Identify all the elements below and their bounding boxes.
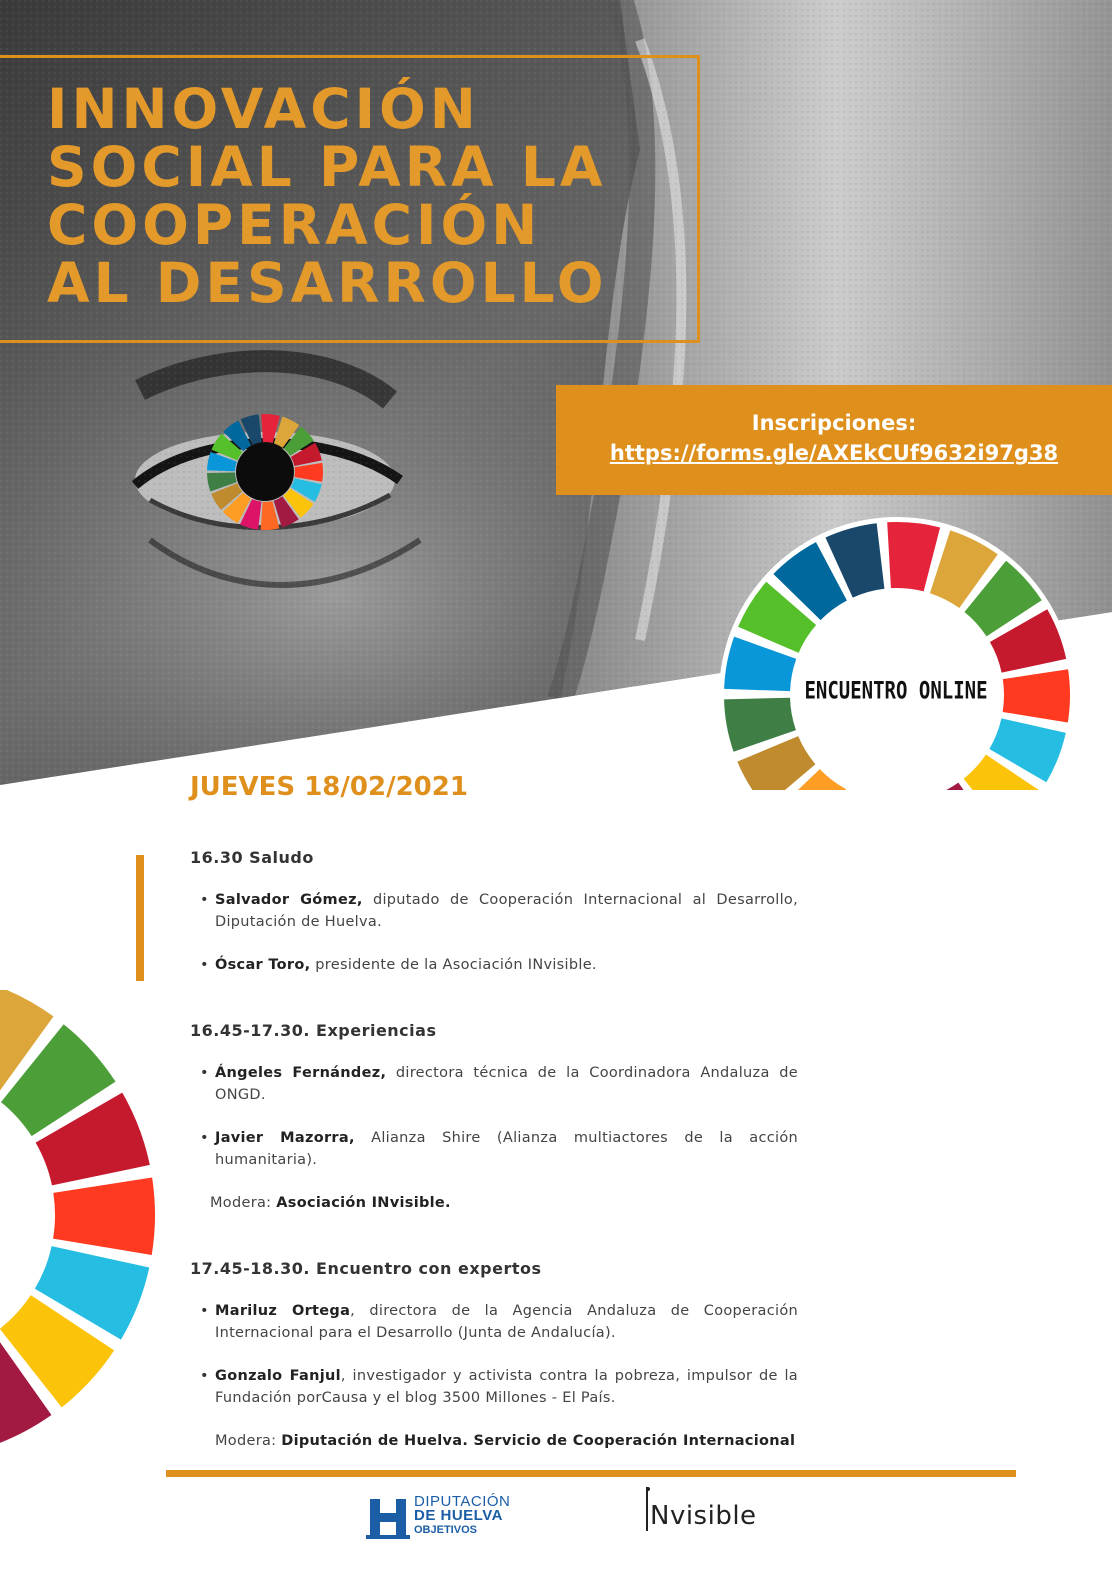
- session-title: 17.45-18.30. Encuentro con expertos: [190, 1259, 542, 1278]
- registration-banner: [556, 385, 1112, 495]
- logo-text: DIPUTACIÓN: [414, 1493, 511, 1510]
- speaker-name: Mariluz Ortega: [215, 1303, 351, 1319]
- speaker-name: Gonzalo Fanjul: [215, 1368, 341, 1384]
- session-experiences: [190, 1020, 798, 1214]
- registration-link[interactable]: https://forms.gle/AXEkCUf9632i97g38: [609, 441, 1059, 465]
- list-item: [190, 1062, 798, 1106]
- registration-label: Inscripciones:: [751, 411, 917, 435]
- list-item: [190, 1300, 798, 1344]
- footer-divider: [166, 1470, 1016, 1477]
- session-title: 16.30 Saludo: [190, 848, 314, 867]
- moderator-prefix: Modera:: [215, 1433, 282, 1449]
- logo-text: DE HUELVA: [414, 1507, 503, 1524]
- list-item: [190, 1365, 798, 1409]
- online-badge-label: ENCUENTRO ONLINE: [804, 677, 988, 705]
- speaker-name: Salvador Gómez,: [215, 892, 363, 908]
- session-greeting: [190, 847, 798, 976]
- invisible-logo: [646, 1487, 757, 1537]
- speaker-role: , directora de la Agencia Andaluza de Cooperación Internacional para el Desarrollo (Junta de Andalucía).: [215, 1303, 798, 1341]
- title-line: AL DESARROLLO: [47, 251, 608, 315]
- logo-text: OBJETIVOS: [414, 1524, 477, 1536]
- event-title: [47, 77, 687, 315]
- speaker-role: presidente de la Asociación INvisible.: [310, 957, 597, 973]
- speaker-role: Alianza Shire (Alianza multiactores de la acción humanitaria).: [215, 1130, 798, 1168]
- title-line: SOCIAL PARA LA: [47, 135, 607, 199]
- list-item: [190, 889, 798, 933]
- diputacion-h-icon: [366, 1497, 410, 1539]
- logo-text: Nvisible: [650, 1501, 757, 1531]
- moderator-prefix: Modera:: [210, 1195, 277, 1211]
- sdg-segment: [53, 1178, 155, 1255]
- session-experts: [190, 1258, 798, 1452]
- title-line: COOPERACIÓN: [47, 193, 542, 257]
- speaker-name: Javier Mazorra,: [215, 1130, 355, 1146]
- list-item: [190, 1127, 798, 1171]
- speaker-name: Óscar Toro,: [215, 957, 311, 973]
- speaker-role: diputado de Cooperación Internacional al Desarrollo, Diputación de Huelva.: [215, 892, 798, 930]
- diputacion-huelva-logo: [366, 1495, 536, 1543]
- event-date: JUEVES 18/02/2021: [190, 772, 468, 802]
- accent-bar: [136, 855, 144, 981]
- moderator-name: Asociación INvisible.: [276, 1195, 451, 1211]
- moderator: [190, 1192, 798, 1214]
- title-line: INNOVACIÓN: [47, 77, 480, 141]
- moderator: [190, 1430, 798, 1452]
- list-item: [190, 954, 798, 976]
- program: [190, 847, 798, 1480]
- session-title: 16.45-17.30. Experiencias: [190, 1021, 437, 1040]
- speaker-role: directora técnica de la Coordinadora Andaluza de ONGD.: [215, 1065, 798, 1103]
- speaker-role: , investigador y activista contra la pobreza, impulsor de la Fundación porCausa y el blog 3500 Millones - El País.: [215, 1368, 798, 1406]
- speaker-name: Ángeles Fernández,: [215, 1065, 387, 1081]
- moderator-name: Diputación de Huelva. Servicio de Cooperación Internacional: [281, 1433, 796, 1449]
- sdg-wheel-partial-icon: [0, 990, 170, 1450]
